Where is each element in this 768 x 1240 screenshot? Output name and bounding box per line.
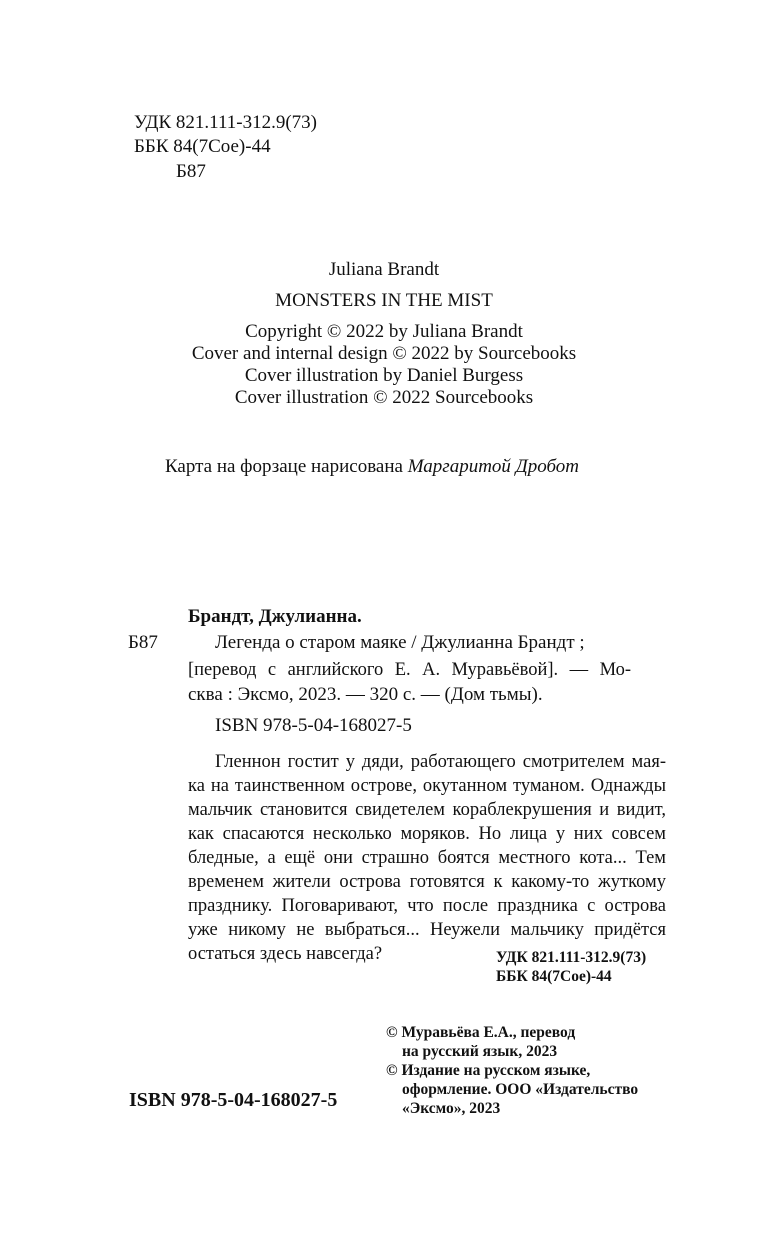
annotation-line: как спасаются несколько моряков. Но лица у них совсем [188, 824, 666, 844]
bbk-code: ББК 84(7Сое)-44 [134, 136, 271, 157]
footer-isbn: ISBN 978-5-04-168027-5 [129, 1089, 338, 1111]
catalog-isbn: ISBN 978-5-04-168027-5 [215, 715, 412, 736]
original-author: Juliana Brandt [328, 259, 440, 280]
catalog-description-line: сква : Эксмо, 2023. — 320 с. — (Дом тьмы). [188, 684, 543, 705]
footer-bbk-code: ББК 84(7Сое)-44 [496, 968, 612, 985]
design-credit: Cover and internal design © 2022 by Sourcebooks [191, 343, 577, 364]
annotation-line: празднику. Поговаривают, что после праздника с острова [188, 896, 666, 916]
original-copyright: Copyright © 2022 by Juliana Brandt [245, 321, 523, 342]
annotation-line: Гленнон гостит у дяди, работающего смотрителем мая- [215, 752, 666, 772]
annotation-line: остаться здесь навсегда? [188, 944, 383, 964]
footer-udk-code: УДК 821.111-312.9(73) [496, 949, 647, 966]
udk-code: УДК 821.111-312.9(73) [134, 112, 317, 133]
annotation-line: временем жители острова готовятся к какому-то жуткому [188, 872, 666, 892]
map-credit [165, 455, 579, 479]
copyright-line: © Муравьёва Е.А., перевод [386, 1024, 576, 1041]
original-title: MONSTERS IN THE MIST [275, 290, 493, 311]
author-mark: Б87 [176, 161, 206, 182]
illustration-copyright: Cover illustration © 2022 Sourcebooks [234, 387, 534, 408]
map-artist: Маргаритой Дробот [407, 456, 580, 477]
copyright-line: «Эксмо», 2023 [402, 1100, 501, 1117]
catalog-description-line: Легенда о старом маяке / Джулианна Брандт ; [215, 632, 585, 653]
copyright-line: оформление. ООО «Издательство [402, 1081, 639, 1098]
catalog-mark: Б87 [128, 632, 158, 653]
annotation-line: ка на таинственном острове, окутанном туманом. Однажды [188, 776, 666, 796]
copyright-line: на русский язык, 2023 [402, 1043, 558, 1060]
copyright-line: © Издание на русском языке, [386, 1062, 591, 1079]
annotation-line: бледные, а ещё они страшно боятся местного кота... Тем [188, 848, 666, 868]
map-credit-text: Карта на форзаце нарисована [165, 456, 408, 477]
catalog-author-heading: Брандт, Джулианна. [188, 606, 362, 627]
illustration-credit: Cover illustration by Daniel Burgess [244, 365, 524, 386]
catalog-description-line: [перевод с английского Е. А. Муравьёвой]. — Мо- [188, 660, 631, 680]
annotation-body [188, 774, 666, 966]
annotation-line: мальчик становится свидетелем кораблекрушения и видит, [188, 800, 666, 820]
annotation-line: уже никому не выбраться... Неужели мальчику придётся [188, 920, 666, 940]
